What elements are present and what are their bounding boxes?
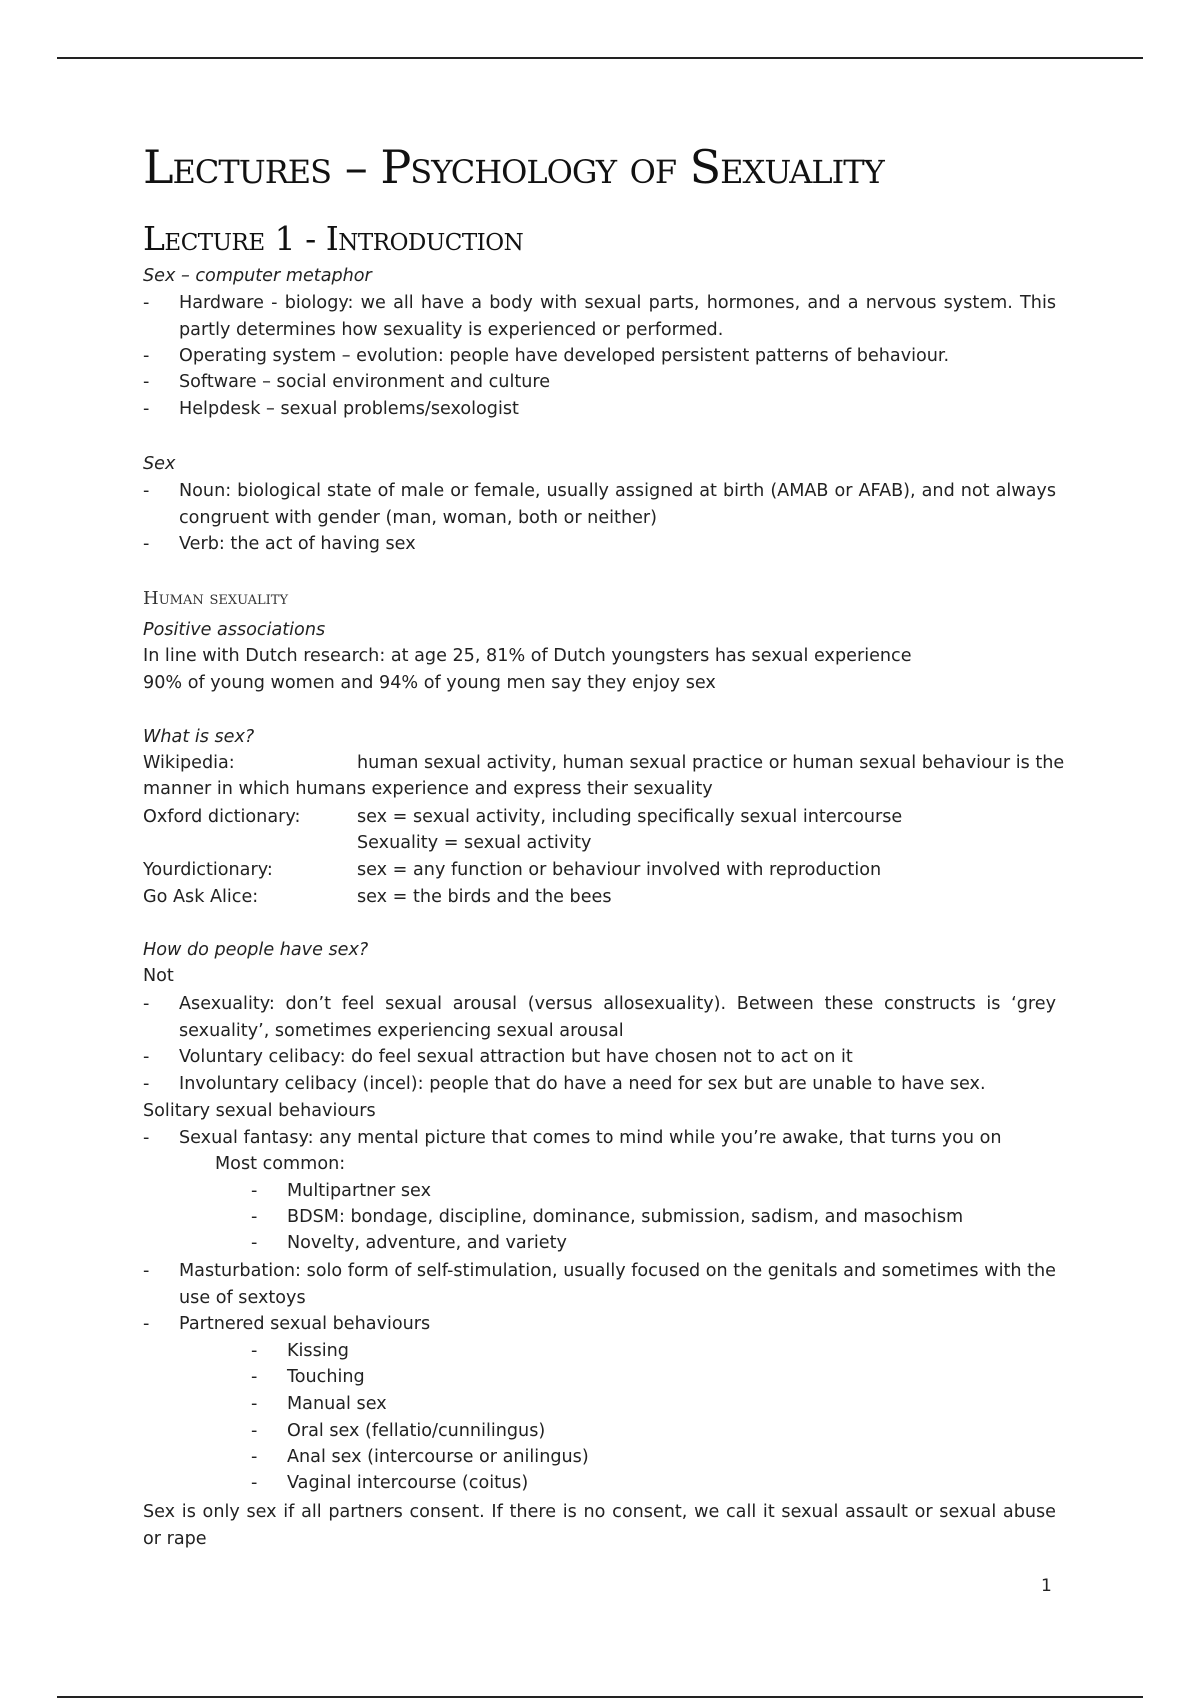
definition-text: Sexuality = sexual activity: [357, 833, 592, 853]
list-item-text: Touching: [287, 1367, 365, 1387]
list-item-text: Helpdesk – sexual problems/sexologist: [179, 399, 519, 419]
bullet-dash: -: [251, 1181, 258, 1201]
list-item-text: Vaginal intercourse (coitus): [287, 1473, 529, 1493]
definition-text: sex = the birds and the bees: [357, 887, 612, 907]
metaphor-heading: Sex – computer metaphor: [143, 266, 372, 286]
bullet-dash: -: [251, 1473, 258, 1493]
definition-label: Wikipedia:: [143, 753, 235, 773]
definition-label: Go Ask Alice:: [143, 887, 259, 907]
bullet-dash: -: [251, 1341, 258, 1361]
list-item-text: Partnered sexual behaviours: [179, 1314, 431, 1334]
not-list: [143, 991, 1056, 1101]
most-common-label: Most common:: [215, 1154, 346, 1174]
bullet-dash: -: [143, 1074, 150, 1094]
bullet-dash: -: [143, 346, 150, 366]
list-item-text: Multipartner sex: [287, 1181, 431, 1201]
definition-text: sex = sexual activity, including specifically sexual intercourse: [357, 807, 903, 827]
list-item-text: Hardware - biology: we all have a body with sexual parts, hormones, and a nervous system. This partly determines how sexuality is experienced or performed.: [179, 293, 1056, 340]
bullet-dash: -: [251, 1447, 258, 1467]
list-item-text: Sexual fantasy: any mental picture that comes to mind while you’re awake, that turns you on: [179, 1128, 1002, 1148]
lecture-heading: Lecture 1 - Introduction: [143, 219, 524, 258]
top-rule: [57, 57, 1143, 59]
document-title: Lectures – Psychology of Sexuality: [143, 140, 884, 194]
human-sexuality-heading: Human sexuality: [143, 588, 289, 609]
metaphor-list: [143, 290, 1056, 430]
bullet-dash: -: [143, 399, 150, 419]
bullet-dash: -: [143, 481, 150, 501]
bullet-dash: -: [251, 1367, 258, 1387]
definition-text: human sexual activity, human sexual practice or human sexual behaviour is the: [357, 753, 1065, 773]
bullet-dash: -: [143, 1047, 150, 1067]
list-item-text: Asexuality: don’t feel sexual arousal (versus allosexuality). Between these constructs is ‘grey sexuality’, sometimes experiencing sexual arousal: [179, 994, 1056, 1041]
bullet-dash: -: [143, 1128, 150, 1148]
not-label: Not: [143, 966, 174, 986]
list-item-text: Verb: the act of having sex: [179, 534, 416, 554]
consent-paragraph: Sex is only sex if all partners consent. If there is no consent, we call it sexual assault or sexual abuse or rape: [143, 1502, 1056, 1549]
solitary-list: [143, 1125, 1056, 1495]
list-item-text: Kissing: [287, 1341, 349, 1361]
list-item-text: BDSM: bondage, discipline, dominance, submission, sadism, and masochism: [287, 1207, 964, 1227]
bullet-dash: -: [143, 293, 150, 313]
page-number: 1: [1041, 1576, 1052, 1596]
bullet-dash: -: [143, 994, 150, 1014]
definition-label: Yourdictionary:: [143, 860, 273, 880]
definition-text: manner in which humans experience and express their sexuality: [143, 779, 713, 799]
paragraph-line: In line with Dutch research: at age 25, 81% of Dutch youngsters has sexual experience: [143, 646, 912, 666]
list-item-text: Operating system – evolution: people have developed persistent patterns of behaviour.: [179, 346, 950, 366]
definition-text: sex = any function or behaviour involved with reproduction: [357, 860, 882, 880]
bottom-rule: [57, 1696, 1143, 1698]
positive-associations-heading: Positive associations: [143, 620, 326, 640]
sex-list: [143, 478, 1056, 568]
list-item-text: Novelty, adventure, and variety: [287, 1233, 567, 1253]
list-item-text: Noun: biological state of male or female, usually assigned at birth (AMAB or AFAB), and not always congruent with gender (man, woman, both or neither): [179, 481, 1056, 528]
what-is-sex-heading: What is sex?: [143, 727, 255, 747]
bullet-dash: -: [251, 1421, 258, 1441]
list-item-text: Voluntary celibacy: do feel sexual attraction but have chosen not to act on it: [179, 1047, 853, 1067]
definition-label: Oxford dictionary:: [143, 807, 301, 827]
sex-heading: Sex: [143, 454, 176, 474]
bullet-dash: -: [143, 1261, 150, 1281]
bullet-dash: -: [143, 1314, 150, 1334]
bullet-dash: -: [251, 1394, 258, 1414]
definitions-block: [143, 750, 1065, 907]
list-item-text: Oral sex (fellatio/cunnilingus): [287, 1421, 546, 1441]
bullet-dash: -: [143, 534, 150, 554]
list-item-text: Involuntary celibacy (incel): people that do have a need for sex but are unable to have sex.: [179, 1074, 986, 1094]
bullet-dash: -: [251, 1233, 258, 1253]
list-item-text: Masturbation: solo form of self-stimulation, usually focused on the genitals and sometimes with the use of sextoys: [179, 1261, 1056, 1308]
list-item-text: Manual sex: [287, 1394, 387, 1414]
bullet-dash: -: [251, 1207, 258, 1227]
how-heading: How do people have sex?: [143, 940, 369, 960]
list-item-text: Anal sex (intercourse or anilingus): [287, 1447, 589, 1467]
solitary-label: Solitary sexual behaviours: [143, 1101, 376, 1121]
paragraph-line: 90% of young women and 94% of young men say they enjoy sex: [143, 673, 716, 693]
bullet-dash: -: [143, 372, 150, 392]
list-item-text: Software – social environment and culture: [179, 372, 551, 392]
